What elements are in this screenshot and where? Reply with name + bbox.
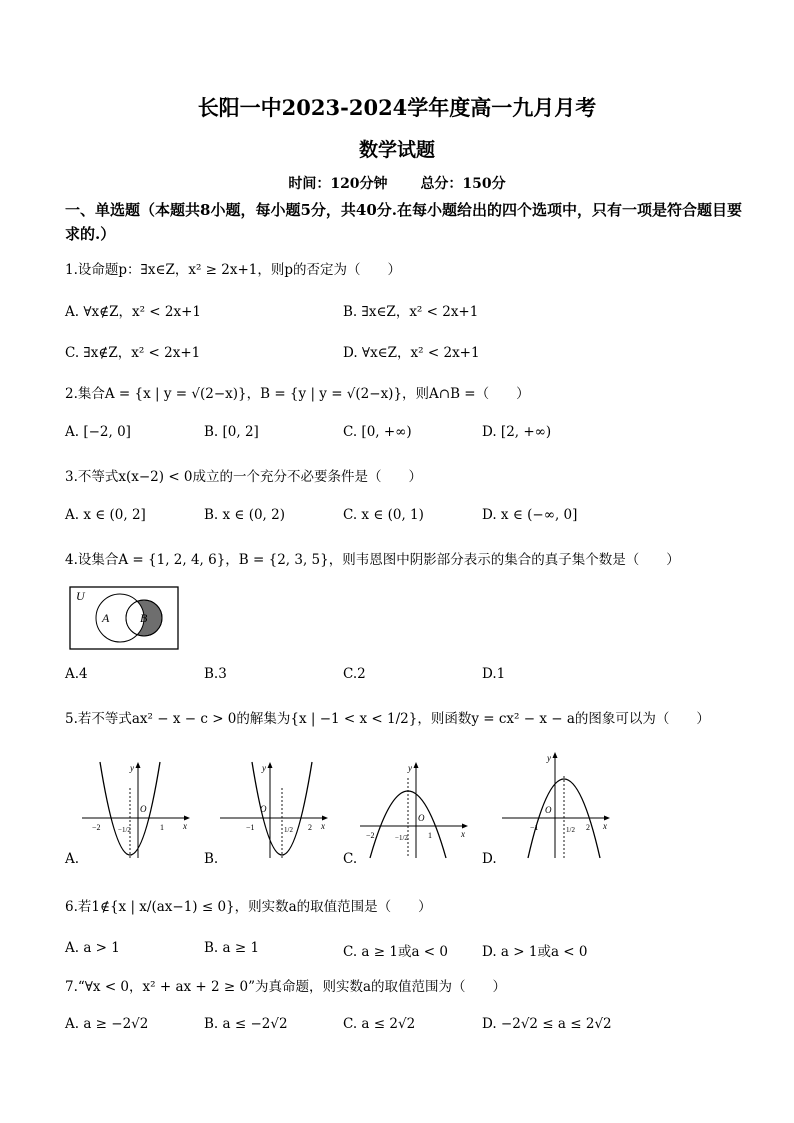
question-2-option-d: D. [2, +∞): [482, 424, 552, 440]
graph-b-axis-arrow: [322, 816, 328, 821]
question-1-option-c: C. ∃x∉Z，x² < 2x+1: [65, 345, 201, 361]
exam-score: 总分：150分: [420, 176, 506, 192]
question-1-option-b: B. ∃x∈Z，x² < 2x+1: [343, 304, 479, 320]
graph-a-axis-label: −1/2: [118, 826, 131, 834]
venn-label-u: U: [76, 589, 85, 603]
graph-b-axis-label: 1/2: [284, 826, 293, 834]
graph-d-axis-label: x: [603, 821, 607, 831]
venn-label-a: A: [102, 611, 110, 625]
exam-meta: [0, 173, 794, 193]
question-1-stem: 1.设命题p：∃x∈Z，x² ≥ 2x+1，则p的否定为（ ）: [65, 262, 401, 278]
question-6-option-c: C. a ≥ 1或a < 0: [343, 944, 448, 960]
exam-time: 时间：120分钟: [288, 176, 388, 192]
venn-label-b: B: [140, 611, 148, 625]
question-6-stem: 6.若1∉{x | x/(ax−1) ≤ 0}，则实数a的取值范围是（ ）: [65, 899, 432, 915]
graph-d-axis-label: 1/2: [566, 826, 575, 834]
graph-c-axis-label: y: [408, 763, 412, 773]
graph-c-axis-label: 1: [428, 831, 432, 840]
question-2-option-c: C. [0, +∞): [343, 424, 412, 440]
graph-b-axis-label: O: [260, 804, 267, 814]
question-3-option-b: B. x ∈ (0, 2): [204, 507, 285, 523]
question-4-stem: 4.设集合A = {1, 2, 4, 6}，B = {2, 3, 5}，则韦恩图中阴影部分表示的集合的真子集个数是（ ）: [65, 552, 680, 568]
question-6-option-a: A. a > 1: [65, 940, 120, 956]
graph-d-axis-label: O: [545, 805, 552, 815]
graph-b-axis-label: x: [321, 821, 325, 831]
question-2-option-a: A. [−2, 0]: [65, 424, 131, 440]
question-4-option-a: A.4: [65, 666, 88, 682]
graph-d-axis-label: 2: [586, 823, 590, 832]
graph-a-axis-label: x: [183, 821, 187, 831]
exam-subject: 数学试题: [358, 139, 435, 161]
graph-c-axis-arrow: [414, 762, 419, 768]
question-1-option-a: A. ∀x∉Z，x² < 2x+1: [65, 304, 201, 320]
graph-d-label: D.: [482, 851, 497, 867]
question-7-option-b: B. a ≤ −2√2: [204, 1016, 288, 1032]
graph-c: [358, 760, 473, 860]
graph-c-axis-arrow: [462, 824, 468, 829]
question-3-option-d: D. x ∈ (−∞, 0]: [482, 507, 578, 523]
graph-a-axis-arrow: [136, 762, 141, 768]
question-4-option-b: B.3: [204, 666, 227, 682]
graph-d-axis-arrow: [604, 816, 610, 821]
question-4-option-d: D.1: [482, 666, 506, 682]
graph-c-axis-label: x: [461, 829, 465, 839]
exam-title: 长阳一中2023-2024学年度高一九月月考: [197, 95, 597, 120]
graph-b-axis-label: y: [262, 763, 266, 773]
question-1-option-d: D. ∀x∈Z，x² < 2x+1: [343, 345, 480, 361]
graph-b-axis-arrow: [268, 762, 273, 768]
question-3-stem: 3.不等式x(x−2) < 0成立的一个充分不必要条件是（ ）: [65, 469, 423, 485]
question-6-option-b: B. a ≥ 1: [204, 940, 260, 956]
question-4-option-c: C.2: [343, 666, 366, 682]
graph-c-axis-label: −1/2: [395, 834, 408, 842]
graph-d-axis-arrow: [553, 752, 558, 758]
graph-a-axis-label: y: [130, 763, 134, 773]
graph-d: [500, 750, 615, 860]
graph-a-axis-label: 1: [160, 823, 164, 832]
question-7-stem: 7.“∀x < 0，x² + ax + 2 ≥ 0”为真命题，则实数a的取值范围为（ ）: [65, 979, 507, 995]
graph-a-axis-label: O: [140, 804, 147, 814]
graph-a-axis-arrow: [184, 816, 190, 821]
graph-d-axis-label: −1: [530, 823, 539, 832]
section-heading: 一、单选题（本题共8小题，每小题5分，共40分.在每小题给出的四个选项中，只有一项是符合题目要求的.）: [65, 201, 742, 243]
graph-c-label: C.: [343, 851, 358, 867]
graph-a: [80, 760, 195, 860]
question-3-option-c: C. x ∈ (0, 1): [343, 507, 424, 523]
venn-diagram: [68, 585, 180, 651]
graph-b-axis-label: −1: [246, 823, 255, 832]
graph-c-axis-label: O: [418, 813, 425, 823]
graph-b: [218, 760, 333, 860]
graph-c-axis-label: −2: [366, 831, 375, 840]
question-3-option-a: A. x ∈ (0, 2]: [65, 507, 146, 523]
question-5-stem: 5.若不等式ax² − x − c > 0的解集为{x | −1 < x < 1/2}，则函数y = cx² − x − a的图象可以为（ ）: [65, 711, 710, 727]
graph-d-axis-label: y: [547, 753, 551, 763]
graph-a-axis-label: −2: [92, 823, 101, 832]
question-2-stem: 2.集合A = {x | y = √(2−x)}，B = {y | y = √(2−x)}，则A∩B =（ ）: [65, 386, 530, 402]
question-7-option-c: C. a ≤ 2√2: [343, 1016, 416, 1032]
question-7-option-d: D. −2√2 ≤ a ≤ 2√2: [482, 1016, 612, 1032]
question-6-option-d: D. a > 1或a < 0: [482, 944, 588, 960]
graph-b-axis-label: 2: [308, 823, 312, 832]
graph-a-label: A.: [65, 851, 80, 867]
question-2-option-b: B. [0, 2]: [204, 424, 259, 440]
graph-b-label: B.: [204, 851, 219, 867]
question-7-option-a: A. a ≥ −2√2: [65, 1016, 149, 1032]
